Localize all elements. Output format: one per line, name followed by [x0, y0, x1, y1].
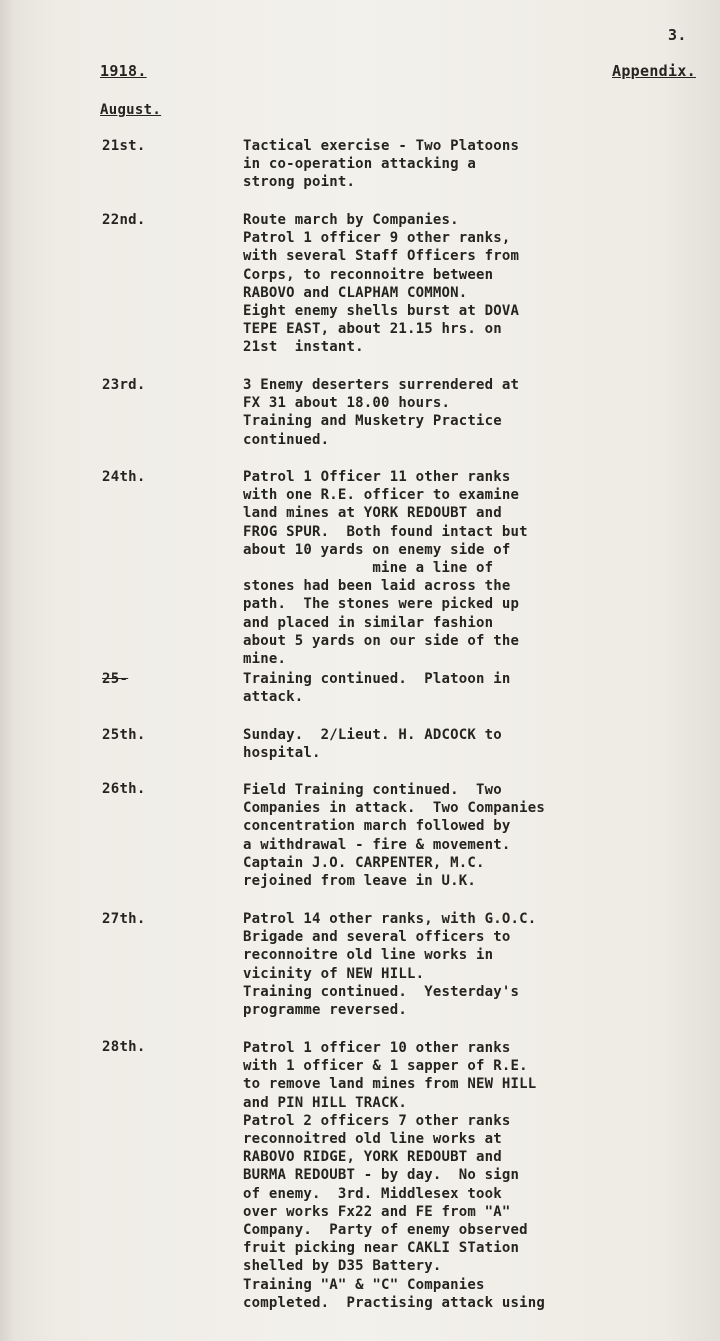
entry-line: Training continued. Platoon in: [243, 671, 511, 687]
entry-line: Brigade and several officers to: [243, 929, 511, 946]
entry-line: mine a line of: [243, 560, 494, 577]
entry-line: concentration march followed by: [243, 818, 511, 835]
entry-line: completed. Practising attack using: [243, 1294, 546, 1311]
entry-line: land mines at YORK REDOUBT and: [243, 505, 502, 522]
entry-text-24th: [243, 468, 713, 668]
appendix-heading: Appendix.: [612, 62, 696, 80]
entry-text-27th: [243, 910, 713, 1019]
entry-line: path. The stones were picked up: [243, 596, 520, 613]
entry-line: with several Staff Officers from: [243, 248, 520, 265]
entry-line: fruit picking near CAKLI STation: [243, 1240, 520, 1257]
entry-text-28th: [243, 1039, 713, 1312]
entry-line: with 1 officer & 1 sapper of R.E.: [243, 1058, 528, 1075]
entry-line: shelled by D35 Battery.: [243, 1258, 442, 1275]
entry-date-27th: 27th.: [102, 911, 146, 927]
entry-line: FX 31 about 18.00 hours.: [243, 395, 451, 412]
entry-line: and placed in similar fashion: [243, 614, 494, 631]
entry-text-23rd: [243, 376, 713, 449]
entry-date-23rd: 23rd.: [102, 377, 146, 393]
entry-line: and PIN HILL TRACK.: [243, 1094, 407, 1111]
entry-line: Patrol 1 officer 9 other ranks,: [243, 230, 511, 247]
entry-line: about 5 yards on our side of the: [243, 632, 520, 649]
entry-line: Sunday. 2/Lieut. H. ADCOCK to: [243, 727, 502, 743]
entry-line: Field Training continued. Two: [243, 782, 502, 798]
entry-line: strong point.: [243, 174, 356, 191]
entry-line: Patrol 1 Officer 11 other ranks: [243, 469, 511, 485]
entry-line: Tactical exercise - Two Platoons: [243, 138, 520, 154]
entry-line: 3 Enemy deserters surrendered at: [243, 377, 520, 393]
entry-date-22nd: 22nd.: [102, 212, 146, 228]
entry-date-25th: 25th.: [102, 727, 146, 743]
entry-date-struck: 25-: [102, 671, 129, 687]
entry-line: continued.: [243, 431, 330, 448]
entry-date-26th: 26th.: [102, 781, 146, 797]
entry-line: TEPE EAST, about 21.15 hrs. on: [243, 321, 502, 338]
entry-line: Training and Musketry Practice: [243, 413, 502, 430]
entry-date-21st: 21st.: [102, 138, 146, 154]
entry-date-24th: 24th.: [102, 469, 146, 485]
entry-line: in co-operation attacking a: [243, 156, 476, 173]
entry-line: FROG SPUR. Both found intact but: [243, 523, 528, 540]
entry-line: hospital.: [243, 745, 321, 762]
entry-line: Patrol 2 officers 7 other ranks: [243, 1112, 511, 1129]
entry-line: of enemy. 3rd. Middlesex took: [243, 1185, 502, 1202]
entry-line: Corps, to reconnoitre between: [243, 266, 494, 283]
entry-text-26th: [243, 781, 713, 890]
entry-line: Patrol 1 officer 10 other ranks: [243, 1040, 511, 1056]
page-number: 3.: [668, 26, 687, 44]
entry-line: Captain J.O. CARPENTER, M.C.: [243, 854, 485, 871]
entry-line: Training "A" & "C" Companies: [243, 1276, 485, 1293]
entry-line: Route march by Companies.: [243, 212, 459, 228]
entry-text-struck: [243, 670, 713, 706]
entry-line: reconnoitred old line works at: [243, 1131, 502, 1148]
entry-line: Company. Party of enemy observed: [243, 1222, 528, 1239]
entry-line: programme reversed.: [243, 1002, 407, 1019]
entry-text-22nd: [243, 211, 713, 357]
entry-line: Companies in attack. Two Companies: [243, 800, 546, 817]
paper-edge-shadow: [0, 0, 14, 1341]
entry-date-28th: 28th.: [102, 1039, 146, 1055]
entry-line: Patrol 14 other ranks, with G.O.C.: [243, 911, 537, 927]
entry-line: Training continued. Yesterday's: [243, 983, 520, 1000]
entry-line: a withdrawal - fire & movement.: [243, 836, 511, 853]
entry-text-25th: [243, 726, 713, 762]
entry-line: RABOVO RIDGE, YORK REDOUBT and: [243, 1149, 502, 1166]
year-heading: 1918.: [100, 62, 147, 80]
entry-line: reconnoitre old line works in: [243, 947, 494, 964]
entry-line: mine.: [243, 651, 287, 668]
entry-line: vicinity of NEW HILL.: [243, 965, 425, 982]
entry-line: Eight enemy shells burst at DOVA: [243, 303, 520, 320]
entry-line: over works Fx22 and FE from "A": [243, 1203, 511, 1220]
entry-line: attack.: [243, 689, 304, 706]
entry-line: stones had been laid across the: [243, 578, 511, 595]
entry-line: rejoined from leave in U.K.: [243, 873, 476, 890]
entry-line: about 10 yards on enemy side of: [243, 541, 511, 558]
entry-line: with one R.E. officer to examine: [243, 487, 520, 504]
entry-line: RABOVO and CLAPHAM COMMON.: [243, 284, 468, 301]
entry-line: BURMA REDOUBT - by day. No sign: [243, 1167, 520, 1184]
entry-text-21st: [243, 137, 713, 192]
entry-line: to remove land mines from NEW HILL: [243, 1076, 537, 1093]
month-heading: August.: [100, 102, 162, 118]
entry-line: 21st instant.: [243, 339, 364, 356]
